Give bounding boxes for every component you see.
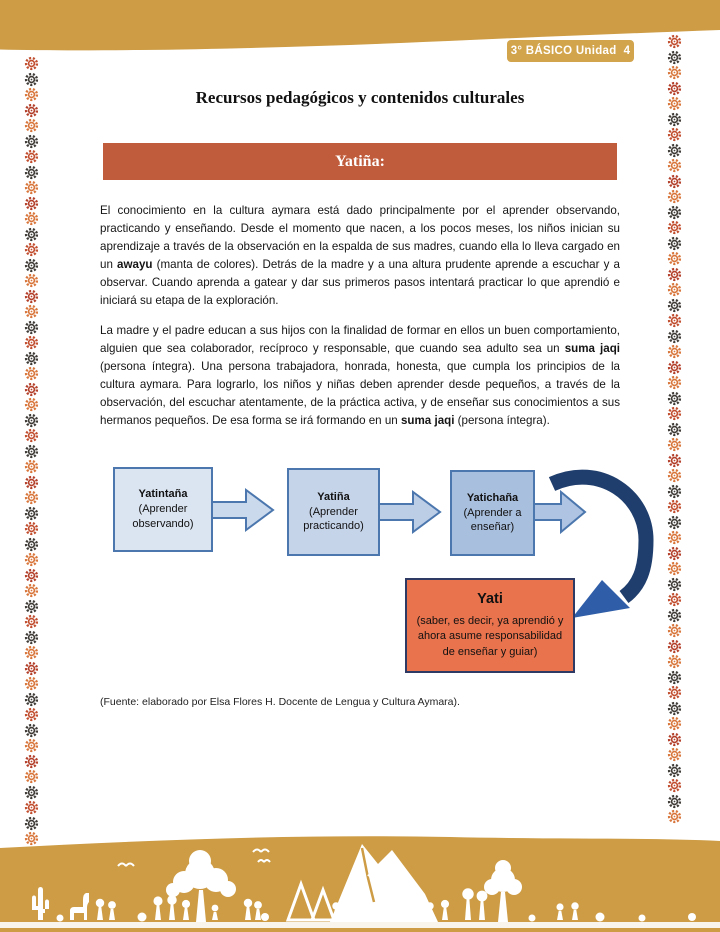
diagram-result-box-yati	[405, 578, 575, 673]
rosette-icon	[24, 444, 39, 459]
rosette-icon	[667, 437, 682, 452]
rosette-icon	[24, 180, 39, 195]
left-ornament-border	[24, 56, 39, 846]
unit-badge: 3° BÁSICO Unidad 4	[507, 40, 634, 62]
rosette-icon	[667, 453, 682, 468]
rosette-icon	[667, 329, 682, 344]
rosette-icon	[667, 360, 682, 375]
rosette-icon	[667, 701, 682, 716]
rosette-icon	[667, 174, 682, 189]
rosette-icon	[24, 754, 39, 769]
rosette-icon	[667, 406, 682, 421]
rosette-icon	[667, 313, 682, 328]
right-arrow-icon	[211, 487, 275, 533]
rosette-icon	[667, 685, 682, 700]
rosette-icon	[24, 289, 39, 304]
rosette-icon	[24, 475, 39, 490]
rosette-icon	[24, 320, 39, 335]
rosette-icon	[667, 561, 682, 576]
source-note: (Fuente: elaborado por Elsa Flores H. Docente de Lengua y Cultura Aymara).	[100, 696, 460, 708]
rosette-icon	[667, 251, 682, 266]
diagram-box-yatintana-desc: (Aprender observando)	[132, 503, 194, 530]
rosette-icon	[667, 81, 682, 96]
rosette-icon	[24, 103, 39, 118]
rosette-icon	[667, 763, 682, 778]
rosette-icon	[24, 506, 39, 521]
diagram-box-yatina	[287, 468, 380, 556]
rosette-icon	[24, 537, 39, 552]
diagram-box-yatina-title: Yatiña	[317, 490, 350, 503]
rosette-icon	[667, 205, 682, 220]
rosette-icon	[667, 298, 682, 313]
rosette-icon	[24, 428, 39, 443]
rosette-icon	[24, 351, 39, 366]
rosette-icon	[667, 220, 682, 235]
rosette-icon	[667, 96, 682, 111]
rosette-icon	[667, 747, 682, 762]
rosette-icon	[24, 211, 39, 226]
rosette-icon	[667, 50, 682, 65]
term-suma-jaqi-2: suma jaqi	[400, 414, 455, 428]
rosette-icon	[667, 546, 682, 561]
rosette-icon	[667, 65, 682, 80]
rosette-icon	[667, 344, 682, 359]
rosette-icon	[24, 630, 39, 645]
rosette-icon	[667, 592, 682, 607]
rosette-icon	[667, 639, 682, 654]
rosette-icon	[667, 127, 682, 142]
rosette-icon	[24, 87, 39, 102]
right-arrow-icon	[378, 489, 442, 535]
diagram-box-yatintana	[113, 467, 213, 552]
rosette-icon	[24, 816, 39, 831]
rosette-icon	[24, 304, 39, 319]
paragraph-2	[100, 322, 620, 430]
rosette-icon	[667, 499, 682, 514]
rosette-icon	[667, 158, 682, 173]
rosette-icon	[24, 397, 39, 412]
rosette-icon	[24, 165, 39, 180]
diagram-box-yatichana	[450, 470, 535, 556]
rosette-icon	[24, 599, 39, 614]
diagram-result-title: Yati	[477, 590, 503, 607]
rosette-icon	[24, 707, 39, 722]
term-awayu: awayu	[117, 258, 153, 272]
rosette-icon	[24, 676, 39, 691]
rosette-icon	[667, 778, 682, 793]
paragraph-1-text-cont: (manta de colores). Detrás de la madre y a una altura prudente aprende a escuchar y a observar. Cuando aprenda a gatear y dar sus primeros pasos intentará practicar lo que aprendió e iniciará su etapa de la exploración.	[100, 258, 620, 308]
rosette-icon	[667, 267, 682, 282]
rosette-icon	[24, 227, 39, 242]
diagram-box-yatintana-title: Yatintaña	[138, 488, 188, 501]
rosette-icon	[667, 716, 682, 731]
rosette-icon	[667, 112, 682, 127]
landscape-illustration	[0, 832, 720, 932]
rosette-icon	[24, 118, 39, 133]
rosette-icon	[667, 236, 682, 251]
rosette-icon	[24, 800, 39, 815]
rosette-icon	[667, 623, 682, 638]
rosette-icon	[667, 422, 682, 437]
rosette-icon	[24, 72, 39, 87]
rosette-icon	[667, 654, 682, 669]
right-ornament-border	[667, 34, 682, 824]
rosette-icon	[24, 459, 39, 474]
rosette-icon	[24, 769, 39, 784]
rosette-icon	[24, 490, 39, 505]
rosette-icon	[667, 577, 682, 592]
rosette-icon	[667, 484, 682, 499]
rosette-icon	[667, 468, 682, 483]
rosette-icon	[24, 149, 39, 164]
rosette-icon	[667, 34, 682, 49]
rosette-icon	[24, 723, 39, 738]
rosette-icon	[24, 366, 39, 381]
paragraph-2-text-end: (persona íntegra).	[454, 414, 550, 428]
term-suma-jaqi: suma jaqi	[564, 342, 620, 356]
rosette-icon	[667, 794, 682, 809]
rosette-icon	[667, 189, 682, 204]
paragraph-1	[100, 202, 620, 310]
paragraph-2-text-cont: (persona íntegra). Una persona trabajadora, honrada, honesta, que cumpla los principios de la cultura aymara. Para lograrlo, los niños y niñas deben aprender desde pequeños, a través de la observación, del escuchar atentamente, de la práctica activa, y de enseñar sus conocimientos a sus hermanos pequeños. De esa forma se irá formando en un	[100, 360, 620, 428]
rosette-icon	[24, 56, 39, 71]
diagram-box-yatichana-desc: (Aprender a enseñar)	[463, 506, 522, 534]
paragraph-1-text: El conocimiento en la cultura aymara está dado principalmente por el aprender observando, practicando y enseñando. Desde el momento que nacen, a los pocos meses, los niños inician su aprendizaje a través de la observación en la espalda de sus madres, cuando ella lo lleva cargado en un	[100, 204, 620, 272]
rosette-icon	[24, 692, 39, 707]
rosette-icon	[24, 785, 39, 800]
rosette-icon	[667, 143, 682, 158]
rosette-icon	[24, 583, 39, 598]
rosette-icon	[24, 382, 39, 397]
rosette-icon	[667, 670, 682, 685]
rosette-icon	[24, 568, 39, 583]
diagram-box-yatichana-title: Yatichaña	[466, 491, 519, 504]
rosette-icon	[667, 391, 682, 406]
rosette-icon	[24, 521, 39, 536]
rosette-icon	[24, 242, 39, 257]
rosette-icon	[24, 273, 39, 288]
diagram-box-yatina-desc: (Aprender practicando)	[303, 505, 364, 533]
rosette-icon	[24, 614, 39, 629]
rosette-icon	[24, 738, 39, 753]
rosette-icon	[24, 335, 39, 350]
rosette-icon	[24, 196, 39, 211]
rosette-icon	[667, 530, 682, 545]
section-banner: Yatiña:	[103, 143, 617, 180]
rosette-icon	[24, 134, 39, 149]
rosette-icon	[24, 552, 39, 567]
page-title: Recursos pedagógicos y contenidos culturales	[195, 88, 525, 107]
rosette-icon	[24, 413, 39, 428]
rosette-icon	[667, 375, 682, 390]
rosette-icon	[667, 809, 682, 824]
rosette-icon	[24, 661, 39, 676]
rosette-icon	[667, 608, 682, 623]
rosette-icon	[24, 258, 39, 273]
rosette-icon	[667, 732, 682, 747]
diagram-result-desc: (saber, es decir, ya aprendió y ahora asume responsabilidad de enseñar y guiar)	[416, 614, 564, 658]
rosette-icon	[667, 515, 682, 530]
rosette-icon	[667, 282, 682, 297]
paragraph-2-text: La madre y el padre educan a sus hijos con la finalidad de formar en ellos un buen comportamiento, alguien que sea colaborador, recíproco y responsable, que cuando sea adulto sea un	[100, 324, 620, 356]
rosette-icon	[24, 645, 39, 660]
